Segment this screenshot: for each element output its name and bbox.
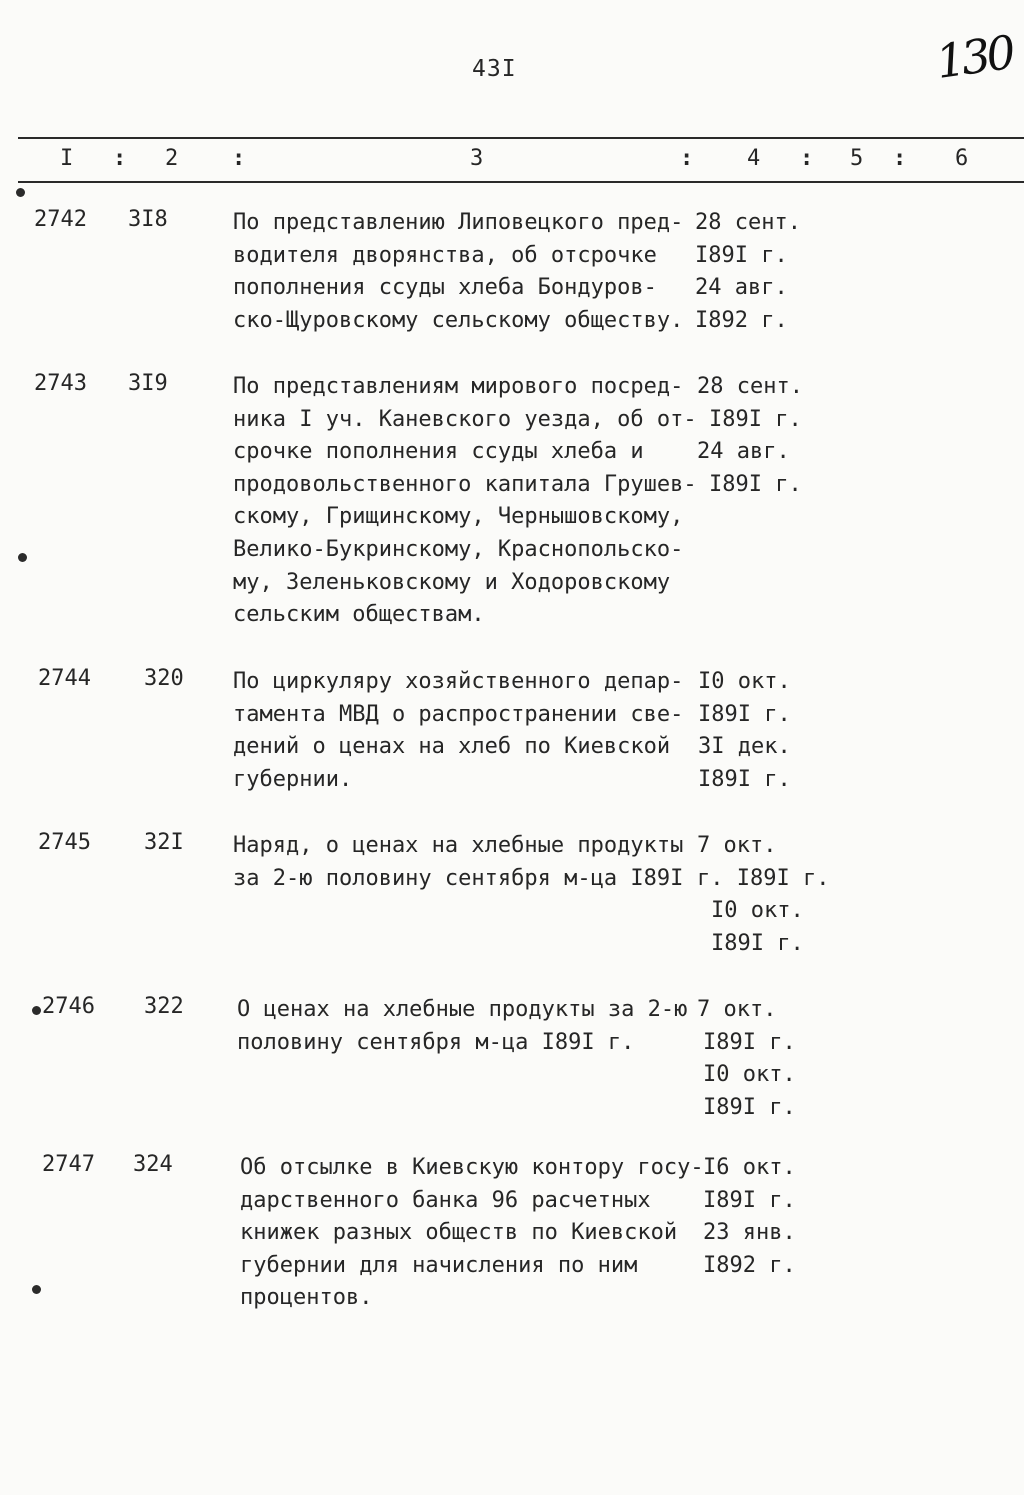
header-top-rule <box>18 137 1024 139</box>
item-number: 3I8 <box>128 207 168 232</box>
record-dates <box>703 1152 796 1282</box>
date-line: I89I г. <box>695 242 788 268</box>
date-line: 7 окт. <box>697 833 777 858</box>
date-line: I0 окт. <box>711 898 804 924</box>
description-line: Об отсылке в Киевскую контору госу- <box>240 1155 704 1180</box>
item-number: 324 <box>133 1152 173 1177</box>
column-header-2: 2 <box>165 146 179 171</box>
date-line: 3I дек. <box>698 734 791 760</box>
record-dates <box>697 371 803 501</box>
description-line: скому, Грищинскому, Чернышовскому, <box>233 504 684 530</box>
description-line: тамента МВД о распространении све- <box>233 701 684 727</box>
description-line: книжек разных обществ по Киевской <box>240 1220 678 1246</box>
date-line: 7 окт. <box>697 997 777 1022</box>
date-line: I0 окт. <box>698 669 791 694</box>
record-number: 2742 <box>34 207 87 232</box>
page-number: 43I <box>472 56 517 82</box>
description-line: срочке пополнения ссуды хлеба и <box>233 439 644 465</box>
record-number: 2743 <box>34 371 87 396</box>
date-line: 28 сент. <box>697 374 803 399</box>
date-line: 28 сент. <box>695 210 801 235</box>
column-header-1: I <box>60 146 74 171</box>
date-line: I89I г. <box>709 406 802 432</box>
date-line: I89I г. <box>703 1094 796 1120</box>
date-line: 24 авг. <box>695 275 788 301</box>
record-number: 2747 <box>42 1152 95 1177</box>
column-header-5: 5 <box>850 146 864 171</box>
date-line: I89I г. <box>703 1187 796 1213</box>
description-line: ника I уч. Каневского уезда, об от- <box>233 406 697 432</box>
date-line: I892 г. <box>703 1252 796 1278</box>
description-line: ско-Щуровскому сельскому обществу. <box>233 307 684 333</box>
date-line: I89I г. <box>698 766 791 792</box>
header-bottom-rule <box>18 181 1024 183</box>
margin-dot <box>16 188 25 197</box>
column-separator: : <box>680 146 694 171</box>
column-separator: : <box>232 146 246 171</box>
date-line: I89I г. <box>709 471 802 497</box>
record-dates <box>697 830 829 960</box>
record-description <box>233 666 703 796</box>
column-separator: : <box>800 146 814 171</box>
date-line: 23 янв. <box>703 1220 796 1246</box>
record-description <box>240 1152 710 1315</box>
description-line: сельским обществам. <box>233 602 485 628</box>
record-description <box>233 830 703 895</box>
date-line: I0 окт. <box>703 1062 796 1088</box>
handwritten-folio-number: 130 <box>932 24 1016 90</box>
description-line: процентов. <box>240 1285 373 1311</box>
description-line: Наряд, о ценах на хлебные продукты <box>233 833 684 858</box>
description-line: По циркуляру хозяйственного депар- <box>233 669 684 694</box>
item-number: 322 <box>144 994 184 1019</box>
item-number: 3I9 <box>128 371 168 396</box>
date-line: I89I г. <box>711 930 804 956</box>
description-line: половину сентября м-ца I89I г. <box>237 1029 635 1055</box>
date-line: I6 окт. <box>703 1155 796 1180</box>
description-line: Велико-Букринскому, Краснопольско- <box>233 536 684 562</box>
record-description <box>233 371 703 632</box>
description-line: продовольственного капитала Грушев- <box>233 471 697 497</box>
description-line: дарственного банка 96 расчетных <box>240 1187 651 1213</box>
column-separator: : <box>893 146 907 171</box>
date-line: г. I89I г. <box>697 865 830 891</box>
record-number: 2746 <box>42 994 95 1019</box>
item-number: 320 <box>144 666 184 691</box>
column-header-4: 4 <box>747 146 761 171</box>
margin-dot <box>18 553 27 562</box>
column-header-3: 3 <box>470 146 484 171</box>
column-header-6: 6 <box>955 146 969 171</box>
date-line: I89I г. <box>703 1029 796 1055</box>
record-number: 2745 <box>38 830 91 855</box>
description-line: О ценах на хлебные продукты за 2-ю <box>237 997 688 1022</box>
record-description <box>233 207 703 337</box>
description-line: По представлению Липовецкого пред- <box>233 210 684 235</box>
item-number: 32I <box>144 830 184 855</box>
record-dates <box>695 207 801 337</box>
description-line: По представлениям мирового посред- <box>233 374 684 399</box>
record-dates <box>698 666 791 796</box>
margin-dot <box>32 1006 41 1015</box>
record-description <box>237 994 707 1059</box>
date-line: I89I г. <box>698 701 791 727</box>
description-line: водителя дворянства, об отсрочке <box>233 242 657 268</box>
description-line: за 2-ю половину сентября м-ца I89I <box>233 865 684 891</box>
date-line: I892 г. <box>695 307 788 333</box>
column-separator: : <box>113 146 127 171</box>
description-line: пополнения ссуды хлеба Бондуров- <box>233 275 657 301</box>
date-line: 24 авг. <box>697 439 790 465</box>
description-line: му, Зеленьковскому и Ходоровскому <box>233 569 671 595</box>
margin-dot <box>32 1285 41 1294</box>
description-line: губернии для начисления по ним <box>240 1252 638 1278</box>
description-line: дений о ценах на хлеб по Киевской <box>233 734 671 760</box>
record-number: 2744 <box>38 666 91 691</box>
description-line: губернии. <box>233 766 353 792</box>
record-dates <box>697 994 796 1124</box>
